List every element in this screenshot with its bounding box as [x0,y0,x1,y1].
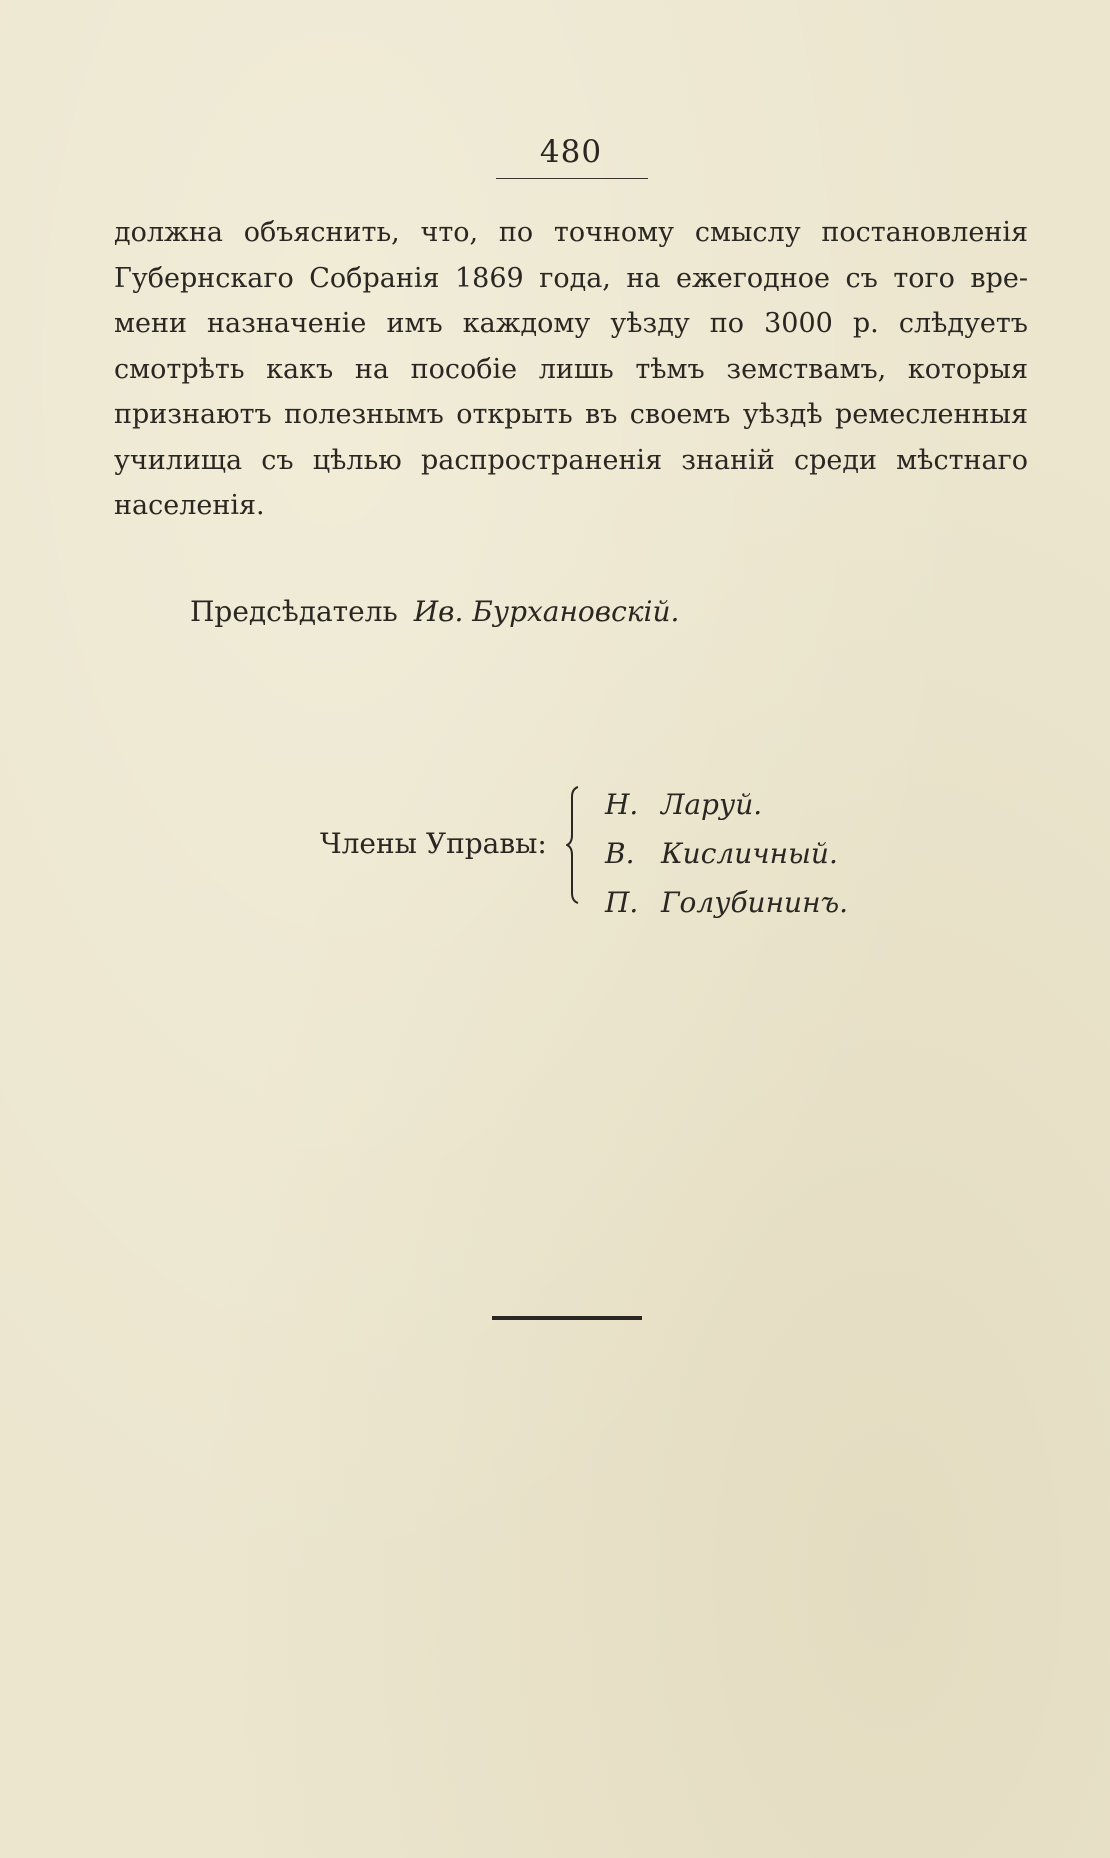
body-paragraph [114,210,1028,529]
chairman-signature-line [190,595,679,628]
body-line: Губернскаго Собранія 1869 года, на ежегодное съ того вре- [114,262,1028,294]
board-members-label: Члены Управы: [320,827,547,860]
body-line: должна объяснить, что, по точному смыслу постановленія [114,217,1028,248]
board-member [605,878,848,927]
member-initial: П. [605,886,639,919]
curly-brace [566,785,580,905]
body-line: мени назначеніе имъ каждому уѣзду по 3000 р. слѣдуетъ [114,308,1028,339]
body-line: признаютъ полезнымъ открыть въ своемъ уѣздѣ ремесленныя [114,399,1028,430]
board-member [605,829,848,878]
member-initial: В. [605,837,635,870]
body-line: смотрѣть какъ на пособіе лишь тѣмъ земствамъ, которыя [114,353,1028,385]
member-initial: Н. [605,788,639,821]
body-line: училища съ цѣлью распространенія знаній среди мѣстнаго [114,444,1028,476]
member-surname: Кисличный. [661,837,838,870]
body-line: населенія. [114,490,265,521]
header-rule [496,178,648,179]
member-surname: Ларуй. [661,788,763,821]
chairman-name: Ив. Бурхановскій. [413,595,680,628]
board-member [605,780,848,829]
end-rule [492,1316,642,1320]
board-members-list [605,780,848,927]
member-surname: Голубининъ. [661,886,849,919]
page-number: 480 [539,134,603,170]
chairman-role: Предсѣдатель [190,595,398,628]
